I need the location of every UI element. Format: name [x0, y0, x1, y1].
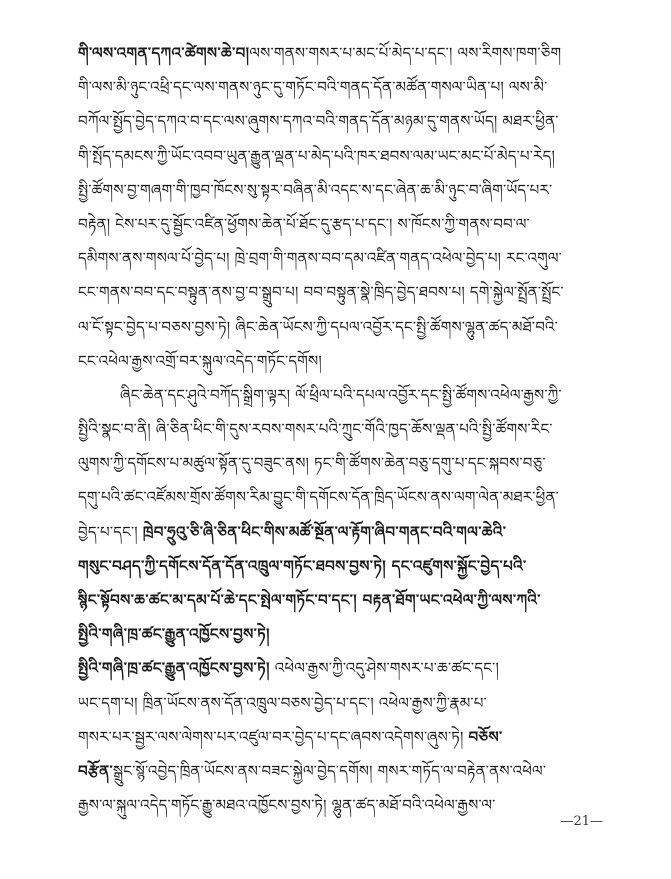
bold-text-run: བཅོས་ [468, 727, 503, 746]
text-line: སྤྱི་ཚོགས་བྱ་གཞག་གི་ཁྱབ་ཁོངས་སུ་སྟར་བཞིན་མི་འདང་ས་དང་ཞེན་ཆ་མི་ཉུང་བ་ཞིག་ཡོད་པར་ [78, 180, 553, 199]
text-line: རྒྱས་ལ་སྐུལ་འདེད་གཏོང་རྒྱུ་མཐའ་འཁྱོངས་བྱས་ཏེ། ལྷུན་ཚད་མཐོ་བའི་འཕེལ་རྒྱས་ལ་ [78, 796, 496, 815]
text-line [78, 515, 598, 549]
text-line: དགུ་པའི་ཚང་འཛོམས་གྲོས་ཚོགས་རིམ་བྱུང་གི་དགོངས་དོན་ཁྲིད་ཡོངས་ནས་ལག་ལེན་མཐར་ཕྱིན་ [78, 488, 559, 507]
text-line: བརྟེན། ངེས་པར་དུ་སྦྱོང་འཛིན་ཕྱོགས་ཆེན་པོ་ཐོང་དུ་རྩད་པ་དང་། ས་ཁོངས་ཀྱི་གནས་བབ་ལ་ [78, 214, 530, 233]
body-text [78, 36, 598, 822]
text-line: སྙིང་སྟོབས་ཆ་ཚང་མ་དམ་པོ་ཆེ་དང་སྤེལ་གཏོང་བ་དང་། བརྟན་ཐོག་ཡང་འཕེལ་ཀྱི་ལས་ཀའི་ [78, 591, 541, 609]
text-line: དམིགས་ནས་གསལ་པོ་བྱེད་པ། ཁྲེ་བྲག་གི་གནས་བབ་དམ་འཛིན་གནད་འཕེལ་བྱེད་པ། རང་འགུལ་ [78, 249, 563, 268]
bold-text-run: ཁྲེབ་ཧྲུའུ་ཅི་ཞི་ཅིན་ཕིང་གིས་མཚོ་སྔོན་ལ་རྟོག་ཞིབ་གནང་བའི་གལ་ཆེའི་ [142, 522, 507, 541]
text-line: ལ་ངོ་སྟང་བྱེད་པ་བཅས་བྱས་ཏེ། ཞིང་ཆེན་ཡོངས་ཀྱི་དཔལ་འབྱོར་དང་སྤྱི་ཚོགས་ལྷུན་ཚད་མཐོ་བའི་ [78, 317, 559, 336]
text-run: ལས་གནས་གསར་པ་མང་པོ་མེད་པ་དང་། ལས་རིགས་ཁག་ཅིག [249, 44, 562, 62]
text-line: གི་ལས་མི་ཉུང་འཕྲི་དང་ལས་གནས་ཉུང་དུ་གཏོང་བའི་གནད་དོན་མཚོན་གསལ་ཡིན་པ། ལས་མི་ [78, 78, 548, 97]
text-line: ངང་གནས་བབ་དང་བསྟུན་ནས་བྱ་བ་སྒྲུབ་པ། བབ་བསྟུན་སྣེ་ཁྲིད་བྱེད་ཐབས་པ། དགེ་སྐྱེལ་སྤྲོན་སྤྲོང་ [78, 283, 564, 302]
text-line: ངང་འཕེལ་རྒྱས་འགྲོ་བར་སྐུལ་འདེད་གཏོང་དགོས། [78, 351, 322, 370]
text-line: གསུང་བཤད་ཀྱི་དགོངས་དོན་དོན་འཁྲུལ་གཏོང་ཐབས་བྱས་ཏེ། དང་འཛུགས་སྐྱོང་བྱེད་པའི་ [78, 556, 527, 575]
text-line: ཞིང་ཆེན་དང་ཤུའེ་བཀོད་སྒྲིག་ལྟར། ལོ་ཕྲིལ་པའི་དཔལ་འབྱོར་དང་སྤྱི་ཚོགས་འཕེལ་རྒྱས་ཀྱི་ [120, 385, 562, 404]
text-line [78, 754, 598, 788]
text-run: འཕེལ་རྒྱས་ཀྱི་འདུ་ཤེས་གསར་པ་ཆ་ཚང་དང་། [274, 659, 500, 678]
bold-text-run: བརྩོན་ [78, 761, 114, 780]
text-line: ལུགས་ཀྱི་དགོངས་པ་མཚུལ་སྟོན་དུ་བཟུང་ནས། ཏང་གི་ཚོགས་ཆེན་བཅུ་དགུ་པ་དང་སྐབས་བཅུ་ [78, 454, 546, 473]
bold-text-run: སྤྱིའི་གཞི་ཁྲ་ཚང་རྒྱུན་འཁྱོངས་བྱས་ཏེ། [78, 659, 270, 678]
text-line [78, 651, 598, 685]
section-heading: གི་ལས་འགན་དཀའ་ཚེགས་ཆེ་བ། [78, 44, 250, 62]
text-line: སྤྱིའི་སྣང་བ་ནི། ཞི་ཅིན་ཕིང་གི་དུས་རབས་གསར་པའི་ཀྲུང་གོའི་ཁྱད་ཆོས་ལྡན་པའི་སྤྱི་ཚོགས་རིང་ [78, 420, 553, 439]
text-line [78, 720, 598, 754]
text-line: ཡང་དག་པ། ཁྲིན་ཡོངས་ནས་དོན་འཁྲུལ་བཅས་བྱེད་པ་དང་། འཕེལ་རྒྱས་ཀྱི་རྣམ་པ་ [78, 693, 487, 712]
text-line: བཀོལ་སྤྱོད་བྱེད་དཀའ་བ་དང་ལས་ཞུགས་དཀའ་བའི་གནད་དོན་མཉམ་དུ་གནས་ཡོད། མཐར་ཕྱིན་ [78, 112, 559, 131]
text-run: སྒྲུང་སྙོ་འབྱེད་ཁྲིན་ཡོངས་ནས་བཟང་སྐྱེལ་བྱེད་དགོས། གསར་གཏོད་ལ་བརྟེན་ནས་འཕེལ་ [113, 761, 547, 780]
text-line: སྤྱིའི་གཞི་ཁྲ་ཚང་རྒྱུན་འཁྱོངས་བྱས་ཏེ། [78, 625, 270, 644]
text-run: གསར་པར་སྦྱར་ལས་ལེགས་པར་འཛུལ་བར་བྱེད་པ་དང་ཞབས་འདེགས་ཞུས་ཏེ། [78, 727, 464, 746]
text-run: བྱེད་པ་དང་། [78, 522, 138, 541]
text-line: གི་སྤོད་དམངས་ཀྱི་ཡོང་འབབ་ཡུན་རྒྱུན་ལྡན་པ་མེད་པའི་ཁར་ཐབས་ལམ་ཡང་མང་པོ་མེད་པ་རེད། [78, 146, 556, 165]
page-number: —21— [560, 814, 603, 829]
text-line [78, 36, 598, 70]
